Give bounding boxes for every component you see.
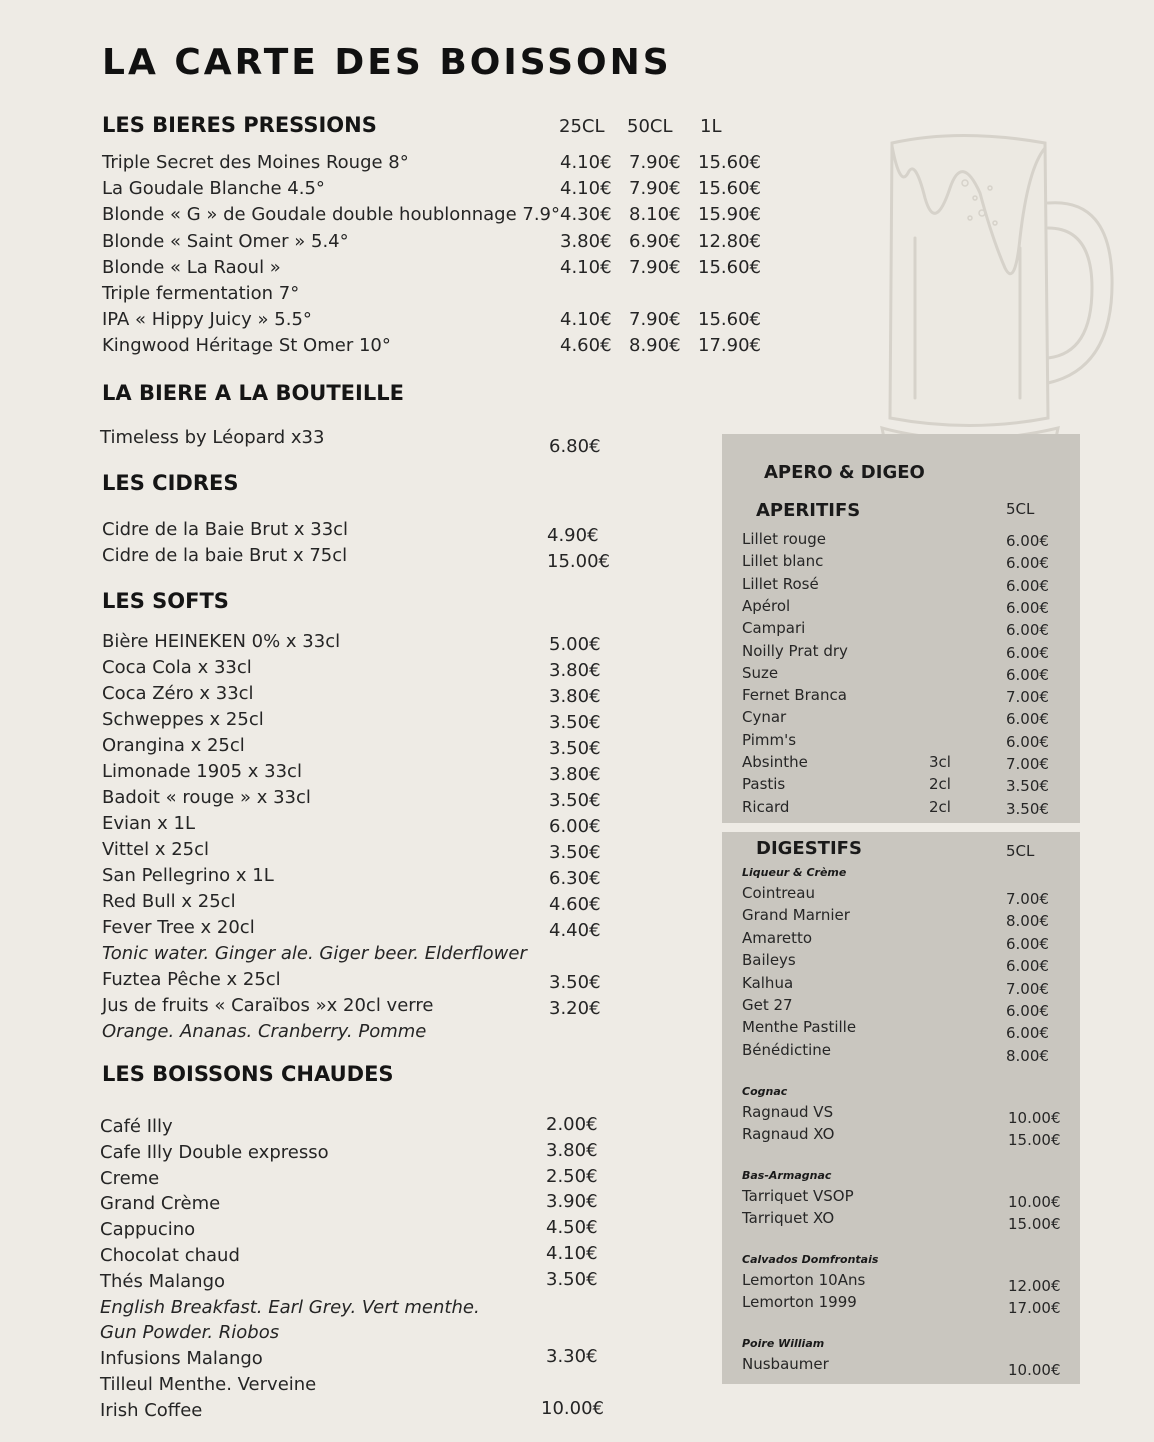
table-row-name: Triple Secret des Moines Rouge 8° xyxy=(102,152,409,173)
list-item-price: 6.00€ xyxy=(1006,532,1049,550)
list-item-price: 7.00€ xyxy=(1006,890,1049,908)
list-item-price: 3.80€ xyxy=(546,1140,598,1161)
list-item-price: 6.00€ xyxy=(1006,666,1049,684)
list-item-price: 4.60€ xyxy=(549,894,601,915)
list-item-name: Suze xyxy=(742,664,779,682)
price-1l: 17.90€ xyxy=(698,335,761,356)
table-row-name: IPA « Hippy Juicy » 5.5° xyxy=(102,309,312,330)
list-item-price: 3.50€ xyxy=(549,790,601,811)
list-item-name: Lemorton 1999 xyxy=(742,1293,857,1311)
price-1l: 15.60€ xyxy=(698,152,761,173)
list-item-name: Kalhua xyxy=(742,974,794,992)
list-item-price: 3.50€ xyxy=(549,712,601,733)
list-item-price: 6.80€ xyxy=(549,436,601,457)
list-item-price: 6.00€ xyxy=(1006,733,1049,751)
list-item-price: 10.00€ xyxy=(1008,1193,1061,1211)
list-item-price: 4.90€ xyxy=(547,525,599,546)
list-item-name: Fever Tree x 20cl xyxy=(102,917,255,938)
list-item-price: 3.50€ xyxy=(1006,800,1049,818)
list-item-note: Gun Powder. Riobos xyxy=(100,1322,280,1343)
list-item-name: Campari xyxy=(742,619,806,637)
list-item-price: 3.50€ xyxy=(549,972,601,993)
list-item-dose: 3cl xyxy=(929,753,951,771)
price-1l: 15.60€ xyxy=(698,257,761,278)
list-item-price: 3.50€ xyxy=(549,738,601,759)
list-item-price: 3.80€ xyxy=(549,686,601,707)
col-1l: 1L xyxy=(700,116,722,137)
list-item-note: English Breakfast. Earl Grey. Vert menthe. xyxy=(100,1297,480,1318)
list-item-price: 6.30€ xyxy=(549,868,601,889)
price-50cl: 7.90€ xyxy=(629,309,681,330)
list-item-price: 6.00€ xyxy=(1006,577,1049,595)
list-item-price: 17.00€ xyxy=(1008,1299,1061,1317)
price-1l: 15.90€ xyxy=(698,204,761,225)
price-1l: 15.60€ xyxy=(698,178,761,199)
list-item-price: 4.40€ xyxy=(549,920,601,941)
group-label: Poire William xyxy=(742,1337,825,1350)
list-item-name: Limonade 1905 x 33cl xyxy=(102,761,302,782)
section-bouteille-heading: LA BIERE A LA BOUTEILLE xyxy=(102,381,404,405)
table-row-name: Blonde « Saint Omer » 5.4° xyxy=(102,231,349,252)
list-item-name: Coca Zéro x 33cl xyxy=(102,683,254,704)
table-row-name: Blonde « G » de Goudale double houblonnage 7.9° xyxy=(102,204,561,225)
group-label: Cognac xyxy=(742,1085,788,1098)
list-item-price: 6.00€ xyxy=(1006,599,1049,617)
list-item-price: 7.00€ xyxy=(1006,688,1049,706)
list-item-name: Cafe Illy Double expresso xyxy=(100,1142,329,1163)
list-item-name: Baileys xyxy=(742,951,796,969)
group-label: Liqueur & Crème xyxy=(742,866,847,879)
list-item-name: Nusbaumer xyxy=(742,1355,829,1373)
list-item-dose: 2cl xyxy=(929,798,951,816)
list-item-name: Cappucino xyxy=(100,1219,196,1240)
list-item-name: Fernet Branca xyxy=(742,686,847,704)
list-item-name: Ragnaud VS xyxy=(742,1103,834,1121)
table-row-name: Triple fermentation 7° xyxy=(102,283,300,304)
list-item-price: 3.20€ xyxy=(549,998,601,1019)
list-item-price: 6.00€ xyxy=(549,816,601,837)
list-item-price: 6.00€ xyxy=(1006,710,1049,728)
list-item-price: 3.80€ xyxy=(549,764,601,785)
list-item-name: Orangina x 25cl xyxy=(102,735,245,756)
list-item-name: Lillet Rosé xyxy=(742,575,819,593)
list-item-name: Cointreau xyxy=(742,884,815,902)
digestifs-panel xyxy=(722,832,1080,1384)
list-item-name: Ragnaud XO xyxy=(742,1125,835,1143)
apero-digeo-heading: APERO & DIGEO xyxy=(764,462,925,483)
list-item-name: Chocolat chaud xyxy=(100,1245,240,1266)
col-50cl: 50CL xyxy=(627,116,673,137)
section-chaudes-heading: LES BOISSONS CHAUDES xyxy=(102,1062,394,1086)
list-item-name: Schweppes x 25cl xyxy=(102,709,264,730)
list-item-price: 15.00€ xyxy=(1008,1215,1061,1233)
list-item-price: 6.00€ xyxy=(1006,1002,1049,1020)
price-25cl: 4.10€ xyxy=(560,152,612,173)
list-item-name: Jus de fruits « Caraïbos »x 20cl verre xyxy=(102,995,434,1016)
list-item-name: Infusions Malango xyxy=(100,1348,263,1369)
list-item-price: 3.50€ xyxy=(546,1269,598,1290)
list-item-name: Pimm's xyxy=(742,731,797,749)
list-item-price: 8.00€ xyxy=(1006,1047,1049,1065)
list-item-name: Lemorton 10Ans xyxy=(742,1271,866,1289)
list-item-price: 4.50€ xyxy=(546,1217,598,1238)
table-row-name: Blonde « La Raoul » xyxy=(102,257,281,278)
section-cidres-heading: LES CIDRES xyxy=(102,471,239,495)
list-item-name: Red Bull x 25cl xyxy=(102,891,236,912)
list-item-name: Timeless by Léopard x33 xyxy=(100,427,325,448)
list-item-name: Lillet blanc xyxy=(742,552,824,570)
list-item-price: 3.50€ xyxy=(1006,777,1049,795)
list-item-name: Menthe Pastille xyxy=(742,1018,857,1036)
price-50cl: 7.90€ xyxy=(629,178,681,199)
list-item-price: 15.00€ xyxy=(1008,1131,1061,1149)
price-25cl: 3.80€ xyxy=(560,231,612,252)
price-25cl: 4.10€ xyxy=(560,309,612,330)
list-item-price: 6.00€ xyxy=(1006,1024,1049,1042)
list-item-name: Lillet rouge xyxy=(742,530,827,548)
group-label: Bas-Armagnac xyxy=(742,1169,832,1182)
list-item-price: 8.00€ xyxy=(1006,912,1049,930)
list-item-name: Café Illy xyxy=(100,1116,173,1137)
list-item-name: Bière HEINEKEN 0% x 33cl xyxy=(102,631,341,652)
list-item-name: Vittel x 25cl xyxy=(102,839,210,860)
list-item-name: Tilleul Menthe. Verveine xyxy=(100,1374,317,1395)
list-item-name: Grand Crème xyxy=(100,1193,221,1214)
price-25cl: 4.30€ xyxy=(560,204,612,225)
price-1l: 12.80€ xyxy=(698,231,761,252)
list-item-name: Cidre de la baie Brut x 75cl xyxy=(102,545,348,566)
list-item-price: 6.00€ xyxy=(1006,644,1049,662)
list-item-name: Pastis xyxy=(742,775,786,793)
list-item-name: Ricard xyxy=(742,798,790,816)
list-item-name: San Pellegrino x 1L xyxy=(102,865,274,886)
list-item-name: Absinthe xyxy=(742,753,808,771)
list-item-price: 3.30€ xyxy=(546,1346,598,1367)
list-item-name: Evian x 1L xyxy=(102,813,196,834)
list-item-price: 12.00€ xyxy=(1008,1277,1061,1295)
list-item-dose: 2cl xyxy=(929,775,951,793)
price-25cl: 4.10€ xyxy=(560,178,612,199)
price-50cl: 6.90€ xyxy=(629,231,681,252)
list-item-price: 6.00€ xyxy=(1006,554,1049,572)
list-item-name: Cynar xyxy=(742,708,787,726)
list-item-name: Fuztea Pêche x 25cl xyxy=(102,969,281,990)
list-item-price: 10.00€ xyxy=(1008,1361,1061,1379)
list-item-price: 4.10€ xyxy=(546,1243,598,1264)
price-25cl: 4.10€ xyxy=(560,257,612,278)
digestifs-col-5cl: 5CL xyxy=(1006,842,1035,860)
list-item-name: Get 27 xyxy=(742,996,793,1014)
list-item-name: Creme xyxy=(100,1168,160,1189)
price-50cl: 8.90€ xyxy=(629,335,681,356)
list-item-price: 3.80€ xyxy=(549,660,601,681)
list-item-price: 3.90€ xyxy=(546,1191,598,1212)
list-item-price: 6.00€ xyxy=(1006,935,1049,953)
list-item-name: Tarriquet XO xyxy=(742,1209,835,1227)
list-item-price: 10.00€ xyxy=(541,1398,604,1419)
price-50cl: 7.90€ xyxy=(629,152,681,173)
list-item-price: 6.00€ xyxy=(1006,621,1049,639)
price-50cl: 7.90€ xyxy=(629,257,681,278)
list-item-name: Grand Marnier xyxy=(742,906,850,924)
digestifs-heading: DIGESTIFS xyxy=(756,838,862,859)
group-label: Calvados Domfrontais xyxy=(742,1253,879,1266)
list-item-price: 2.50€ xyxy=(546,1166,598,1187)
list-item-note: Orange. Ananas. Cranberry. Pomme xyxy=(102,1021,427,1042)
table-row-name: La Goudale Blanche 4.5° xyxy=(102,178,325,199)
col-25cl: 25CL xyxy=(559,116,605,137)
section-softs-heading: LES SOFTS xyxy=(102,589,229,613)
table-row-name: Kingwood Héritage St Omer 10° xyxy=(102,335,391,356)
list-item-name: Thés Malango xyxy=(100,1271,226,1292)
list-item-name: Tarriquet VSOP xyxy=(742,1187,854,1205)
price-1l: 15.60€ xyxy=(698,309,761,330)
list-item-name: Badoit « rouge » x 33cl xyxy=(102,787,311,808)
list-item-name: Cidre de la Baie Brut x 33cl xyxy=(102,519,349,540)
list-item-name: Apérol xyxy=(742,597,791,615)
aperitifs-heading: APERITIFS xyxy=(756,500,861,521)
list-item-price: 3.50€ xyxy=(549,842,601,863)
price-50cl: 8.10€ xyxy=(629,204,681,225)
list-item-price: 6.00€ xyxy=(1006,957,1049,975)
aperitifs-col-5cl: 5CL xyxy=(1006,500,1035,518)
list-item-price: 10.00€ xyxy=(1008,1109,1061,1127)
list-item-price: 15.00€ xyxy=(547,551,610,572)
list-item-name: Coca Cola x 33cl xyxy=(102,657,252,678)
price-25cl: 4.60€ xyxy=(560,335,612,356)
list-item-name: Amaretto xyxy=(742,929,813,947)
page-title: LA CARTE DES BOISSONS xyxy=(102,42,672,83)
list-item-price: 7.00€ xyxy=(1006,755,1049,773)
list-item-price: 5.00€ xyxy=(549,634,601,655)
list-item-name: Noilly Prat dry xyxy=(742,642,848,660)
section-bieres-pressions-heading: LES BIERES PRESSIONS xyxy=(102,113,377,137)
list-item-price: 7.00€ xyxy=(1006,980,1049,998)
list-item-note: Tonic water. Ginger ale. Giger beer. Elderflower xyxy=(102,943,527,964)
list-item-price: 2.00€ xyxy=(546,1114,598,1135)
list-item-name: Bénédictine xyxy=(742,1041,831,1059)
list-item-name: Irish Coffee xyxy=(100,1400,203,1421)
beer-mug-icon xyxy=(870,128,1130,453)
aperitifs-panel xyxy=(722,434,1080,823)
